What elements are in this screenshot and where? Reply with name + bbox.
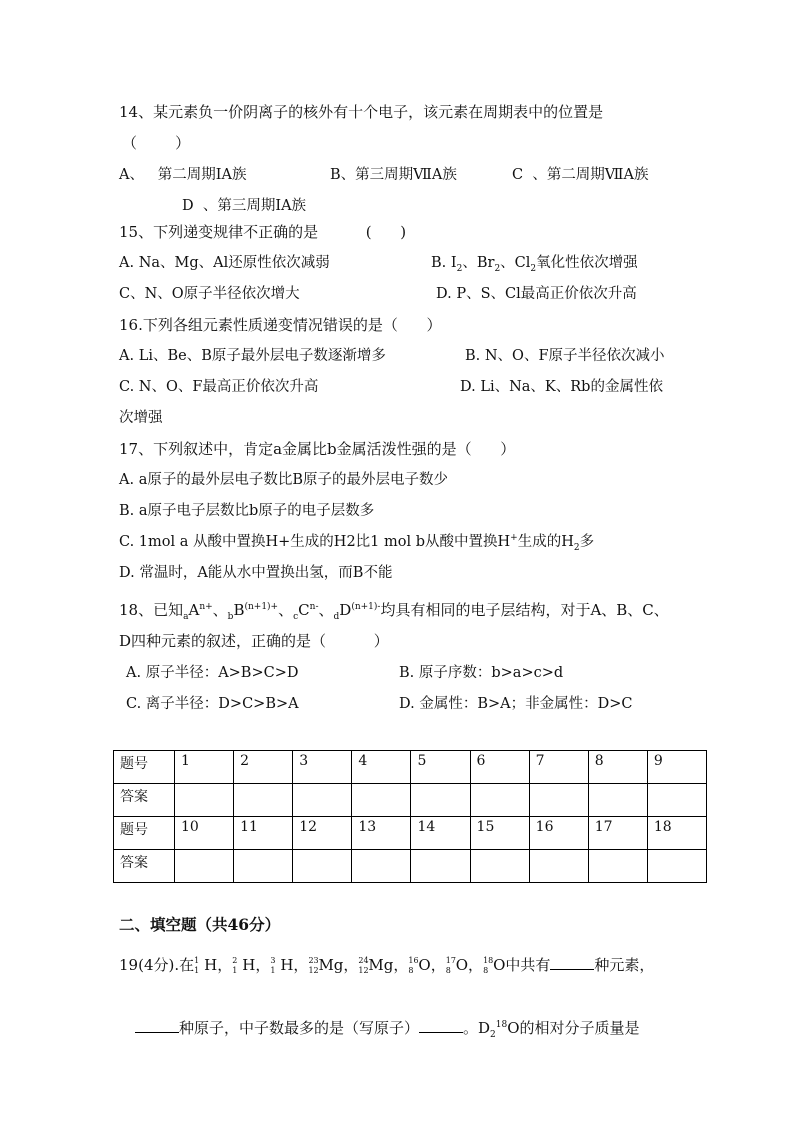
answer-label: 答案 bbox=[114, 850, 175, 883]
question-number-cell: 2 bbox=[234, 751, 293, 784]
answer-cell[interactable] bbox=[234, 784, 293, 817]
answer-cell[interactable] bbox=[293, 850, 352, 883]
isotope-mg23: 23 12 bbox=[308, 956, 319, 975]
q18-option-b: B. 原子序数：b>a>c>d bbox=[399, 665, 564, 681]
q19-stem: 19(4分).在 1 1 H， 2 1 H， 3 1 H， 23 12 Mg， 24 12 Mg， 16 8 O， 17 8 O， 18 8 O中共有 种元素， bbox=[119, 956, 655, 975]
question-number-cell: 11 bbox=[234, 817, 293, 850]
answer-cell[interactable] bbox=[588, 850, 647, 883]
q14-option-b: B、第三周期ⅦA族 bbox=[330, 167, 457, 183]
q14-stem: 14、某元素负一价阴离子的核外有十个电子，该元素在周期表中的位置是 bbox=[119, 103, 604, 121]
question-number-cell: 15 bbox=[470, 817, 529, 850]
q18-option-d: D. 金属性：B>A；非金属性：D>C bbox=[399, 696, 633, 712]
answer-cell[interactable] bbox=[175, 784, 234, 817]
q15-stem: 15、下列递变规律不正确的是 ( ) bbox=[119, 223, 407, 241]
q16-option-d-continued: 次增强 bbox=[119, 410, 163, 426]
isotope-h2: 2 1 bbox=[232, 956, 238, 975]
question-number-cell: 7 bbox=[529, 751, 588, 784]
answer-cell[interactable] bbox=[529, 784, 588, 817]
question-number-cell: 14 bbox=[411, 817, 470, 850]
question-number-cell: 9 bbox=[647, 751, 706, 784]
q16-option-b: B. N、O、F原子半径依次减小 bbox=[465, 348, 665, 364]
question-number-cell: 5 bbox=[411, 751, 470, 784]
answer-cell[interactable] bbox=[175, 850, 234, 883]
answer-cell[interactable] bbox=[470, 850, 529, 883]
answer-cell[interactable] bbox=[352, 784, 411, 817]
q18-stem-line2: D四种元素的叙述，正确的是（ ） bbox=[119, 632, 389, 650]
answer-cell[interactable] bbox=[647, 850, 706, 883]
question-number-cell: 1 bbox=[175, 751, 234, 784]
answer-cell[interactable] bbox=[411, 850, 470, 883]
blank-atom-count[interactable] bbox=[135, 1017, 179, 1033]
q14-paren: （ ） bbox=[122, 134, 191, 152]
q16-option-d: D. Li、Na、K、Rb的金属性依 bbox=[460, 379, 663, 395]
question-number-cell: 12 bbox=[293, 817, 352, 850]
q19-stem-line2: 种原子，中子数最多的是（写原子） 。$D_2^{18}O$的相对分子质量是 bbox=[135, 1017, 640, 1038]
q15-option-d: D. P、S、Cl最高正价依次升高 bbox=[436, 286, 637, 302]
q14-option-c: C 、第二周期ⅦA族 bbox=[512, 167, 649, 183]
q18-stem: 18、已知$_aA^{n+}$、$_bB^{(n+1)+}$、$_cC^{n-}$、$_dD^{(n+1)-}$均具有相同的电子层结构，对于A、B、C、 bbox=[119, 601, 669, 622]
q17-option-b: B. a原子电子层数比b原子的电子层数多 bbox=[119, 503, 375, 519]
q16-option-c: C. N、O、F最高正价依次升高 bbox=[119, 379, 319, 395]
answer-cell[interactable] bbox=[588, 784, 647, 817]
question-number-cell: 10 bbox=[175, 817, 234, 850]
section-title: 二、填空题（共46分） bbox=[119, 915, 281, 934]
q18-option-c: C. 离子半径：D>C>B>A bbox=[126, 696, 299, 712]
answer-cell[interactable] bbox=[293, 784, 352, 817]
answer-label: 答案 bbox=[114, 784, 175, 817]
isotope-mg24: 24 12 bbox=[358, 956, 369, 975]
q18-option-a: A. 原子半径：A>B>C>D bbox=[126, 665, 299, 681]
isotope-h3: 3 1 bbox=[270, 956, 276, 975]
table-row bbox=[114, 850, 707, 883]
table-row bbox=[114, 751, 707, 784]
table-row bbox=[114, 817, 707, 850]
isotope-o17: 17 8 bbox=[445, 956, 456, 975]
q16-stem: 16.下列各组元素性质递变情况错误的是（ ） bbox=[119, 316, 442, 334]
question-number-label: 题号 bbox=[114, 751, 175, 784]
isotope-h1: 1 1 bbox=[194, 956, 200, 975]
question-number-cell: 16 bbox=[529, 817, 588, 850]
question-number-label: 题号 bbox=[114, 817, 175, 850]
answer-table bbox=[113, 750, 707, 883]
isotope-o18: 18 8 bbox=[483, 956, 494, 975]
question-number-cell: 8 bbox=[588, 751, 647, 784]
question-number-cell: 6 bbox=[470, 751, 529, 784]
answer-cell[interactable] bbox=[352, 850, 411, 883]
q16-option-a: A. Li、Be、B原子最外层电子数逐渐增多 bbox=[119, 348, 386, 364]
q17-stem: 17、下列叙述中，肯定a金属比b金属活泼性强的是（ ） bbox=[119, 440, 516, 458]
q15-option-c: C、N、O原子半径依次增大 bbox=[119, 286, 300, 302]
question-number-cell: 4 bbox=[352, 751, 411, 784]
answer-cell[interactable] bbox=[529, 850, 588, 883]
q15-option-a: A. Na、Mg、Al还原性依次减弱 bbox=[119, 255, 330, 271]
question-number-cell: 18 bbox=[647, 817, 706, 850]
q14-option-a: A、 第二周期ⅠA族 bbox=[119, 167, 247, 183]
question-number-cell: 17 bbox=[588, 817, 647, 850]
q14-option-d: D 、第三周期ⅠA族 bbox=[182, 198, 307, 214]
blank-max-neutron-atom[interactable] bbox=[419, 1017, 463, 1033]
q17-option-d: D. 常温时，A能从水中置换出氢，而B不能 bbox=[119, 565, 393, 581]
answer-cell[interactable] bbox=[470, 784, 529, 817]
answer-cell[interactable] bbox=[647, 784, 706, 817]
q17-option-a: A. a原子的最外层电子数比B原子的最外层电子数少 bbox=[119, 472, 448, 488]
question-number-cell: 13 bbox=[352, 817, 411, 850]
isotope-o16: 16 8 bbox=[408, 956, 419, 975]
question-number-cell: 3 bbox=[293, 751, 352, 784]
q15-option-b: B. $I_2$、$Br_2$、$Cl_2$氧化性依次增强 bbox=[431, 255, 638, 274]
q17-option-c: C. 1mol a 从酸中置换H+生成的H2比1 mol b从酸中置换H+生成的$H_2$多 bbox=[119, 533, 595, 553]
answer-cell[interactable] bbox=[234, 850, 293, 883]
table-row bbox=[114, 784, 707, 817]
answer-cell[interactable] bbox=[411, 784, 470, 817]
blank-element-count[interactable] bbox=[550, 954, 594, 970]
